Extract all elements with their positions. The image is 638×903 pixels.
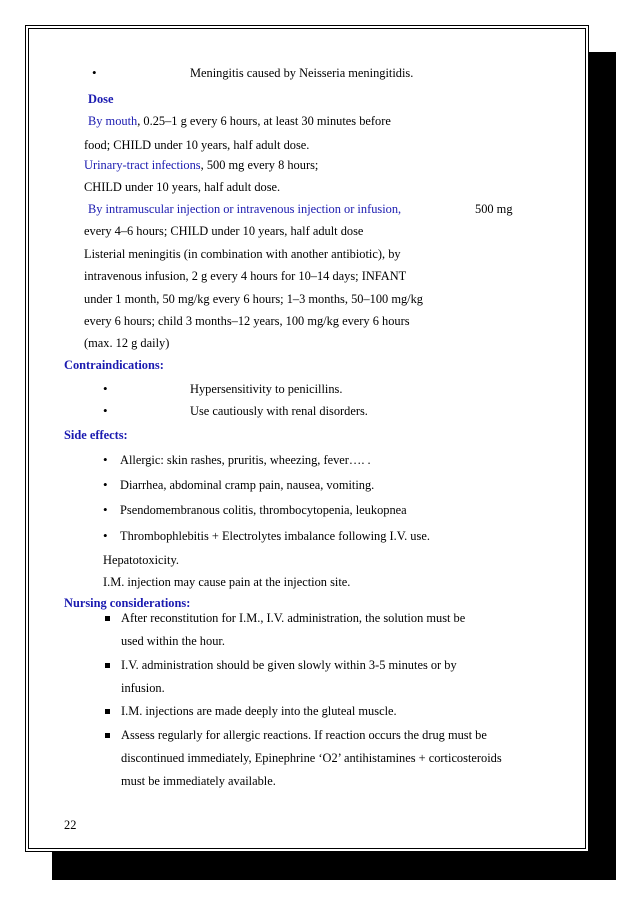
dose-line: under 1 month, 50 mg/kg every 6 hours; 1–3 months, 50–100 mg/kg — [84, 292, 423, 306]
bullet-icon: • — [92, 65, 97, 80]
dose-line-uti — [84, 158, 318, 173]
square-bullet-icon — [105, 709, 110, 714]
contraindications-heading: Contraindications: — [64, 358, 164, 372]
dose-line: Listerial meningitis (in combination with another antibiotic), by — [84, 247, 401, 261]
nursing-item-line: must be immediately available. — [121, 774, 276, 788]
dose-line-by-mouth — [88, 114, 391, 129]
by-mouth-text: , 0.25–1 g every 6 hours, at least 30 minutes before — [137, 114, 391, 128]
nursing-item-line: infusion. — [121, 681, 165, 695]
dose-line: CHILD under 10 years, half adult dose. — [84, 180, 281, 194]
side-effect-extra: I.M. injection may cause pain at the injection site. — [103, 575, 351, 589]
page-shadow-bottom — [52, 852, 616, 880]
dose-line: every 4–6 hours; CHILD under 10 years, half adult dose — [84, 224, 364, 238]
side-effect-extra: Hepatotoxicity. — [103, 553, 179, 567]
nursing-item-line: Assess regularly for allergic reactions. If reaction occurs the drug must be — [121, 728, 487, 742]
dose-line: (max. 12 g daily) — [84, 336, 170, 350]
bullet-icon: • — [103, 381, 108, 396]
square-bullet-icon — [105, 616, 110, 621]
uti-text: , 500 mg every 8 hours; — [200, 158, 319, 172]
nursing-heading: Nursing considerations: — [64, 596, 191, 610]
bullet-icon: • — [103, 477, 108, 492]
square-bullet-icon — [105, 663, 110, 668]
dose-line: intravenous infusion, 2 g every 4 hours for 10–14 days; INFANT — [84, 269, 407, 283]
nursing-item-line: used within the hour. — [121, 634, 225, 648]
im-label: By intramuscular injection or intravenous injection or infusion, — [88, 202, 402, 216]
indication-item: Meningitis caused by Neisseria meningitidis. — [190, 66, 414, 80]
dose-line: every 6 hours; child 3 months–12 years, 100 mg/kg every 6 hours — [84, 314, 410, 328]
nursing-item-line: I.M. injections are made deeply into the gluteal muscle. — [121, 704, 397, 718]
nursing-item-line: I.V. administration should be given slowly within 3-5 minutes or by — [121, 658, 457, 672]
dose-line: food; CHILD under 10 years, half adult dose. — [84, 138, 310, 152]
page-number: 22 — [64, 818, 77, 832]
dose-heading: Dose — [88, 92, 114, 106]
contraindication-item: Hypersensitivity to penicillins. — [190, 382, 343, 396]
side-effect-item: Psendomembranous colitis, thrombocytopenia, leukopnea — [120, 503, 407, 517]
bullet-icon: • — [103, 452, 108, 467]
im-amount: 500 mg — [475, 202, 513, 216]
nursing-item-line: After reconstitution for I.M., I.V. administration, the solution must be — [121, 611, 466, 625]
side-effect-item: Allergic: skin rashes, pruritis, wheezing, fever…. . — [120, 453, 371, 467]
page-shadow-right — [589, 52, 616, 880]
side-effect-item: Thrombophlebitis + Electrolytes imbalance following I.V. use. — [120, 529, 430, 543]
bullet-icon: • — [103, 502, 108, 517]
square-bullet-icon — [105, 733, 110, 738]
side-effects-heading: Side effects: — [64, 428, 128, 442]
nursing-item-line: discontinued immediately, Epinephrine ‘O2’ antihistamines + corticosteroids — [121, 751, 502, 765]
uti-label: Urinary-tract infections — [84, 158, 201, 172]
contraindication-item: Use cautiously with renal disorders. — [190, 404, 368, 418]
by-mouth-label: By mouth — [88, 114, 138, 128]
bullet-icon: • — [103, 528, 108, 543]
side-effect-item: Diarrhea, abdominal cramp pain, nausea, vomiting. — [120, 478, 375, 492]
bullet-icon: • — [103, 403, 108, 418]
